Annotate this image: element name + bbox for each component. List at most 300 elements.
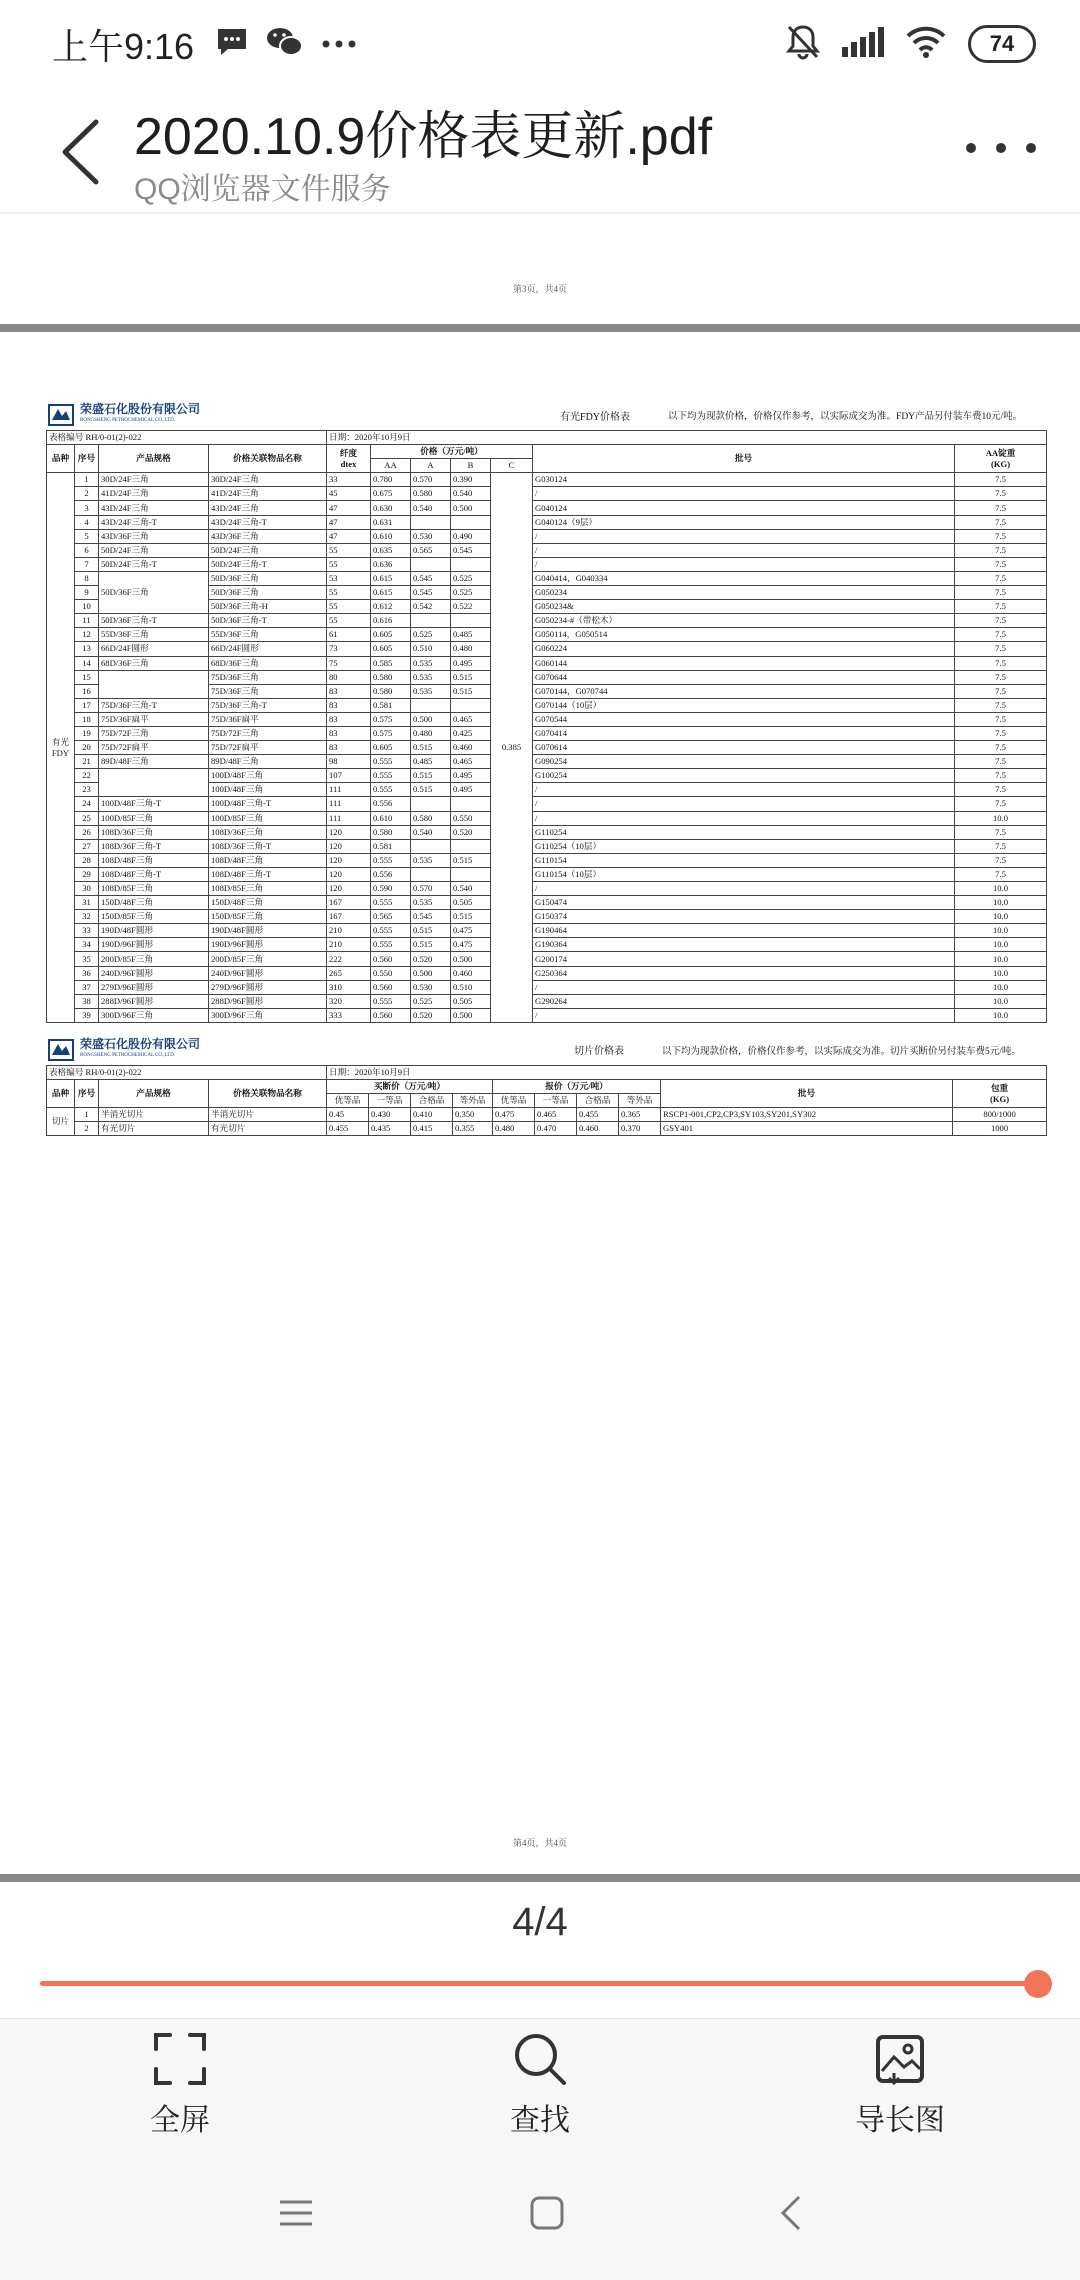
spec-cell: 50D/36F三角 <box>99 571 209 613</box>
weight-cell: 7.5 <box>955 755 1047 769</box>
col-kind: 品种 <box>47 445 75 473</box>
spec-cell: 108D/48F三角 <box>99 853 209 867</box>
price-b-cell: 0.485 <box>451 628 491 642</box>
nav-menu-button[interactable] <box>278 2199 314 2232</box>
batch-cell: G110254（10层） <box>533 839 955 853</box>
price-a-cell: 0.540 <box>411 501 451 515</box>
price-a-cell: 0.525 <box>411 628 451 642</box>
spec-cell: 108D/48F三角-T <box>99 867 209 881</box>
col-buyout-price: 买断价（万元/吨） <box>327 1080 493 1094</box>
fineness-cell: 47 <box>327 515 371 529</box>
buyout-premium-cell: 0.45 <box>327 1108 369 1122</box>
weight-cell: 7.5 <box>955 839 1047 853</box>
table-row <box>47 1122 1047 1136</box>
more-options-button[interactable] <box>966 128 1036 168</box>
batch-cell: / <box>533 797 955 811</box>
fineness-cell: 47 <box>327 529 371 543</box>
spec-cell: 75D/72F三角 <box>99 726 209 740</box>
related-name-cell: 108D/85F三角 <box>209 882 327 896</box>
table-row <box>47 938 1047 952</box>
spec-cell <box>99 769 209 797</box>
seq-cell: 9 <box>75 586 99 600</box>
quote-off-cell: 0.365 <box>619 1108 661 1122</box>
seq-cell: 7 <box>75 557 99 571</box>
fineness-cell: 120 <box>327 853 371 867</box>
spec-cell: 50D/24F三角-T <box>99 557 209 571</box>
batch-cell: G070144，G070744 <box>533 684 955 698</box>
price-b-cell: 0.522 <box>451 600 491 614</box>
spec-cell: 279D/96F圆形 <box>99 980 209 994</box>
spec-cell: 300D/96F三角 <box>99 1008 209 1022</box>
price-a-cell: 0.520 <box>411 952 451 966</box>
chip-price-table <box>46 1065 1047 1136</box>
table-row <box>47 755 1047 769</box>
batch-cell: G070544 <box>533 712 955 726</box>
col-grade-ok: 合格品 <box>411 1094 453 1108</box>
price-a-cell: 0.515 <box>411 741 451 755</box>
weight-cell: 10.0 <box>955 910 1047 924</box>
spec-cell: 43D/24F三角-T <box>99 515 209 529</box>
price-a-cell: 0.570 <box>411 882 451 896</box>
col-grade-off: 等外品 <box>453 1094 493 1108</box>
fullscreen-button[interactable] <box>0 2019 360 2150</box>
fineness-cell: 83 <box>327 684 371 698</box>
fineness-cell: 167 <box>327 910 371 924</box>
table-row <box>47 910 1047 924</box>
table-row <box>47 712 1047 726</box>
price-a-cell: 0.542 <box>411 600 451 614</box>
weight-cell: 7.5 <box>955 501 1047 515</box>
price-b-cell: 0.500 <box>451 501 491 515</box>
price-a-cell: 0.520 <box>411 1008 451 1022</box>
related-name-cell: 240D/96F圆形 <box>209 966 327 980</box>
seq-cell: 5 <box>75 529 99 543</box>
fineness-cell: 75 <box>327 656 371 670</box>
price-b-cell: 0.525 <box>451 571 491 585</box>
quote-premium-cell: 0.480 <box>493 1122 535 1136</box>
table-row <box>47 867 1047 881</box>
spec-cell: 100D/48F三角-T <box>99 797 209 811</box>
export-image-icon <box>872 2031 928 2087</box>
price-a-cell: 0.580 <box>411 487 451 501</box>
spec-cell: 有光切片 <box>99 1122 209 1136</box>
search-icon <box>512 2031 568 2087</box>
table-row <box>47 698 1047 712</box>
price-b-cell: 0.460 <box>451 741 491 755</box>
fullscreen-label: 全屏 <box>150 2103 210 2137</box>
price-a-cell: 0.515 <box>411 924 451 938</box>
price-aa-cell: 0.550 <box>371 966 411 980</box>
price-b-cell: 0.475 <box>451 938 491 952</box>
batch-cell: G050234& <box>533 600 955 614</box>
price-aa-cell: 0.555 <box>371 896 411 910</box>
price-b-cell: 0.515 <box>451 670 491 684</box>
col-related: 价格关联物品名称 <box>209 1080 327 1108</box>
fineness-cell: 55 <box>327 557 371 571</box>
seq-cell: 23 <box>75 783 99 797</box>
related-name-cell: 有光切片 <box>209 1122 327 1136</box>
related-name-cell: 108D/48F三角 <box>209 853 327 867</box>
col-grade-first: 一等品 <box>369 1094 411 1108</box>
price-b-cell: 0.475 <box>451 924 491 938</box>
seq-cell: 34 <box>75 938 99 952</box>
table-row <box>47 473 1047 487</box>
batch-cell: G110154 <box>533 853 955 867</box>
table-row <box>47 769 1047 783</box>
menu-icon <box>278 2199 314 2227</box>
nav-back-icon <box>780 2195 802 2231</box>
price-b-cell <box>451 515 491 529</box>
price-aa-cell: 0.560 <box>371 1008 411 1022</box>
related-name-cell: 190D/96F圆形 <box>209 938 327 952</box>
price-aa-cell: 0.631 <box>371 515 411 529</box>
seq-cell: 36 <box>75 966 99 980</box>
spec-cell: 75D/72F扁平 <box>99 741 209 755</box>
seq-cell: 38 <box>75 994 99 1008</box>
batch-cell: G150474 <box>533 896 955 910</box>
weight-cell: 7.5 <box>955 698 1047 712</box>
battery-indicator: 74 <box>968 25 1036 63</box>
seq-cell: 11 <box>75 614 99 628</box>
quote-ok-cell: 0.455 <box>577 1108 619 1122</box>
spec-cell: 89D/48F三角 <box>99 755 209 769</box>
price-b-cell: 0.525 <box>451 586 491 600</box>
seq-cell: 22 <box>75 769 99 783</box>
table-row <box>47 882 1047 896</box>
fineness-cell: 53 <box>327 571 371 585</box>
related-name-cell: 100D/48F三角-T <box>209 797 327 811</box>
message-icon <box>216 27 248 62</box>
batch-cell: G030124 <box>533 473 955 487</box>
weight-cell: 7.5 <box>955 769 1047 783</box>
price-aa-cell: 0.612 <box>371 600 411 614</box>
col-weight: AA锭重 (KG) <box>955 445 1047 473</box>
seq-cell: 33 <box>75 924 99 938</box>
page-separator <box>0 324 1080 332</box>
batch-cell: G290264 <box>533 994 955 1008</box>
col-grade-first: 一等品 <box>535 1094 577 1108</box>
price-aa-cell: 0.610 <box>371 529 411 543</box>
price-a-cell: 0.525 <box>411 994 451 1008</box>
price-aa-cell: 0.580 <box>371 684 411 698</box>
price-aa-cell: 0.555 <box>371 769 411 783</box>
seq-cell: 4 <box>75 515 99 529</box>
price-b-cell: 0.545 <box>451 543 491 557</box>
price-aa-cell: 0.616 <box>371 614 411 628</box>
col-spec: 产品规格 <box>99 1080 209 1108</box>
related-name-cell: 66D/24F圆形 <box>209 642 327 656</box>
related-name-cell: 75D/36F三角-T <box>209 698 327 712</box>
table-row <box>47 656 1047 670</box>
weight-cell: 7.5 <box>955 571 1047 585</box>
buyout-off-cell: 0.355 <box>453 1122 493 1136</box>
batch-cell: RSCP1-001,CP2,CP3,SY103,SY201,SY302 <box>661 1108 953 1122</box>
table-row <box>47 839 1047 853</box>
price-aa-cell: 0.636 <box>371 557 411 571</box>
table-row <box>47 628 1047 642</box>
batch-cell: / <box>533 529 955 543</box>
seq-cell: 24 <box>75 797 99 811</box>
status-bar <box>0 0 1080 88</box>
related-name-cell: 100D/48F三角 <box>209 769 327 783</box>
batch-cell: G200174 <box>533 952 955 966</box>
price-a-cell <box>411 698 451 712</box>
seq-cell: 30 <box>75 882 99 896</box>
title-bar <box>0 88 1080 212</box>
spec-cell: 68D/36F三角 <box>99 656 209 670</box>
table-row <box>47 924 1047 938</box>
price-a-cell: 0.535 <box>411 656 451 670</box>
table-row <box>47 501 1047 515</box>
page-separator <box>0 1874 1080 1882</box>
seq-cell: 31 <box>75 896 99 910</box>
weight-cell: 7.5 <box>955 741 1047 755</box>
related-name-cell: 89D/48F三角 <box>209 755 327 769</box>
more-notifications-icon <box>322 35 356 53</box>
col-quote-price: 报价（万元/吨） <box>493 1080 661 1094</box>
price-aa-cell: 0.605 <box>371 628 411 642</box>
seq-cell: 21 <box>75 755 99 769</box>
related-name-cell: 43D/24F三角-T <box>209 515 327 529</box>
page-slider-thumb[interactable] <box>1024 1970 1052 1998</box>
col-spec: 产品规格 <box>99 445 209 473</box>
spec-cell <box>99 670 209 698</box>
fineness-cell: 55 <box>327 600 371 614</box>
fineness-cell: 80 <box>327 670 371 684</box>
price-b-cell: 0.540 <box>451 487 491 501</box>
price-b-cell: 0.515 <box>451 853 491 867</box>
back-button[interactable] <box>50 112 110 192</box>
price-aa-cell: 0.630 <box>371 501 411 515</box>
fineness-cell: 310 <box>327 980 371 994</box>
find-button[interactable] <box>360 2019 720 2150</box>
batch-cell: G070144（10层） <box>533 698 955 712</box>
weight-cell: 10.0 <box>955 952 1047 966</box>
table-row <box>47 853 1047 867</box>
related-name-cell: 41D/24F三角 <box>209 487 327 501</box>
price-a-cell: 0.515 <box>411 769 451 783</box>
price-a-cell: 0.540 <box>411 825 451 839</box>
price-aa-cell: 0.605 <box>371 642 411 656</box>
fineness-cell: 107 <box>327 769 371 783</box>
price-b-cell: 0.505 <box>451 994 491 1008</box>
page-slider-track[interactable] <box>40 1981 1038 1986</box>
fineness-cell: 111 <box>327 783 371 797</box>
table-row <box>47 642 1047 656</box>
price-aa-cell: 0.580 <box>371 825 411 839</box>
price-aa-cell: 0.615 <box>371 571 411 585</box>
batch-cell: G090254 <box>533 755 955 769</box>
col-price: 价格（万元/吨） <box>371 445 533 459</box>
batch-cell: G190464 <box>533 924 955 938</box>
weight-cell: 7.5 <box>955 515 1047 529</box>
price-aa-cell: 0.581 <box>371 839 411 853</box>
weight-cell: 7.5 <box>955 853 1047 867</box>
weight-cell: 7.5 <box>955 487 1047 501</box>
table-row <box>47 741 1047 755</box>
spec-cell: 108D/36F三角-T <box>99 839 209 853</box>
weight-cell: 10.0 <box>955 1008 1047 1022</box>
weight-cell: 7.5 <box>955 586 1047 600</box>
weight-cell: 7.5 <box>955 557 1047 571</box>
batch-cell: GSY401 <box>661 1122 953 1136</box>
seq-cell: 25 <box>75 811 99 825</box>
spec-cell: 150D/85F三角 <box>99 910 209 924</box>
price-a-cell: 0.480 <box>411 726 451 740</box>
mute-bell-icon <box>786 24 820 65</box>
weight-cell: 10.0 <box>955 938 1047 952</box>
chip-table-note: 以下均为现款价格，价格仅作参考，以实际成交为准。切片买断价另付装车费5元/吨。 <box>662 1046 1021 1057</box>
col-grade-c: C <box>491 459 533 473</box>
buyout-off-cell: 0.350 <box>453 1108 493 1122</box>
col-related: 价格关联物品名称 <box>209 445 327 473</box>
col-batch: 批号 <box>661 1080 953 1108</box>
col-grade-aa: AA <box>371 459 411 473</box>
price-b-cell: 0.390 <box>451 473 491 487</box>
fineness-cell: 47 <box>327 501 371 515</box>
price-aa-cell: 0.555 <box>371 755 411 769</box>
fineness-cell: 111 <box>327 797 371 811</box>
weight-cell: 7.5 <box>955 642 1047 656</box>
price-a-cell: 0.545 <box>411 586 451 600</box>
spec-cell: 190D/48F圆形 <box>99 924 209 938</box>
seq-cell: 15 <box>75 670 99 684</box>
batch-cell: G070644 <box>533 670 955 684</box>
batch-cell: / <box>533 783 955 797</box>
bottom-toolbar <box>0 2018 1080 2150</box>
col-grade-off: 等外品 <box>619 1094 661 1108</box>
price-b-cell: 0.515 <box>451 684 491 698</box>
col-pack-weight: 包重 (KG) <box>953 1080 1047 1108</box>
batch-cell: / <box>533 882 955 896</box>
price-aa-cell: 0.560 <box>371 980 411 994</box>
price-a-cell <box>411 614 451 628</box>
related-name-cell: 68D/36F三角 <box>209 656 327 670</box>
fineness-cell: 61 <box>327 628 371 642</box>
table-row <box>47 825 1047 839</box>
fineness-cell: 111 <box>327 811 371 825</box>
buyout-first-cell: 0.435 <box>369 1122 411 1136</box>
batch-cell: G110154（10层） <box>533 867 955 881</box>
seq-cell: 12 <box>75 628 99 642</box>
table-row <box>47 614 1047 628</box>
col-grade-premium: 优等品 <box>327 1094 369 1108</box>
seq-cell: 14 <box>75 656 99 670</box>
nav-home-button[interactable] <box>530 2196 564 2235</box>
price-b-cell <box>451 867 491 881</box>
price-b-cell: 0.510 <box>451 980 491 994</box>
batch-cell: G040124 <box>533 501 955 515</box>
more-dot-icon <box>1026 143 1036 153</box>
col-batch: 批号 <box>533 445 955 473</box>
pdf-viewer[interactable] <box>0 214 1080 1880</box>
table-date: 日期：2020年10月9日 <box>327 431 1047 445</box>
related-name-cell: 108D/48F三角-T <box>209 867 327 881</box>
wechat-icon <box>266 26 304 63</box>
system-nav-bar <box>0 2150 1080 2280</box>
price-a-cell: 0.510 <box>411 642 451 656</box>
document-source: QQ浏览器文件服务 <box>134 173 391 206</box>
weight-cell: 10.0 <box>955 811 1047 825</box>
price-aa-cell: 0.575 <box>371 712 411 726</box>
fdy-price-table <box>46 430 1047 1023</box>
batch-cell: G190364 <box>533 938 955 952</box>
related-name-cell: 200D/85F三角 <box>209 952 327 966</box>
spec-cell: 108D/85F三角 <box>99 882 209 896</box>
export-long-image-button[interactable] <box>720 2019 1080 2150</box>
fineness-cell: 83 <box>327 712 371 726</box>
weight-cell: 7.5 <box>955 473 1047 487</box>
spec-cell: 288D/96F圆形 <box>99 994 209 1008</box>
table-row <box>47 966 1047 980</box>
fineness-cell: 45 <box>327 487 371 501</box>
fineness-cell: 83 <box>327 726 371 740</box>
table-row <box>47 515 1047 529</box>
price-aa-cell: 0.610 <box>371 811 411 825</box>
seq-cell: 27 <box>75 839 99 853</box>
related-name-cell: 288D/96F圆形 <box>209 994 327 1008</box>
price-aa-cell: 0.555 <box>371 783 411 797</box>
price-aa-cell: 0.635 <box>371 543 411 557</box>
batch-cell: / <box>533 811 955 825</box>
company-logo-icon <box>46 1038 76 1062</box>
nav-back-button[interactable] <box>780 2195 802 2236</box>
spec-cell: 43D/36F三角 <box>99 529 209 543</box>
related-name-cell: 43D/36F三角 <box>209 529 327 543</box>
price-aa-cell: 0.590 <box>371 882 411 896</box>
batch-cell: G250364 <box>533 966 955 980</box>
price-b-cell <box>451 557 491 571</box>
related-name-cell: 150D/85F三角 <box>209 910 327 924</box>
price-b-cell: 0.515 <box>451 910 491 924</box>
table-row <box>47 896 1047 910</box>
pack-weight-cell: 800/1000 <box>953 1108 1047 1122</box>
related-name-cell: 50D/36F三角 <box>209 586 327 600</box>
price-aa-cell: 0.565 <box>371 910 411 924</box>
price-a-cell: 0.500 <box>411 966 451 980</box>
weight-cell: 10.0 <box>955 924 1047 938</box>
fineness-cell: 83 <box>327 741 371 755</box>
batch-cell: G050234-#（带松木） <box>533 614 955 628</box>
spec-cell: 66D/24F圆形 <box>99 642 209 656</box>
related-name-cell: 43D/24F三角 <box>209 501 327 515</box>
fineness-cell: 33 <box>327 473 371 487</box>
fineness-cell: 167 <box>327 896 371 910</box>
company-name: 荣盛石化股份有限公司 RONGSHENG PETROCHEMICAL CO.,LTD. <box>80 402 201 423</box>
more-dot-icon <box>996 143 1006 153</box>
related-name-cell: 75D/72F扁平 <box>209 741 327 755</box>
weight-cell: 7.5 <box>955 797 1047 811</box>
price-b-cell: 0.540 <box>451 882 491 896</box>
spec-cell: 100D/85F三角 <box>99 811 209 825</box>
fineness-cell: 73 <box>327 642 371 656</box>
spec-cell: 55D/36F三角 <box>99 628 209 642</box>
related-name-cell: 75D/36F三角 <box>209 670 327 684</box>
price-aa-cell: 0.555 <box>371 924 411 938</box>
price-aa-cell: 0.615 <box>371 586 411 600</box>
seq-cell: 8 <box>75 571 99 585</box>
weight-cell: 7.5 <box>955 684 1047 698</box>
price-b-cell: 0.495 <box>451 783 491 797</box>
fineness-cell: 333 <box>327 1008 371 1022</box>
weight-cell: 10.0 <box>955 966 1047 980</box>
buyout-premium-cell: 0.455 <box>327 1122 369 1136</box>
weight-cell: 7.5 <box>955 628 1047 642</box>
seq-cell: 18 <box>75 712 99 726</box>
price-a-cell: 0.485 <box>411 755 451 769</box>
related-name-cell: 50D/24F三角 <box>209 543 327 557</box>
price-a-cell: 0.515 <box>411 783 451 797</box>
